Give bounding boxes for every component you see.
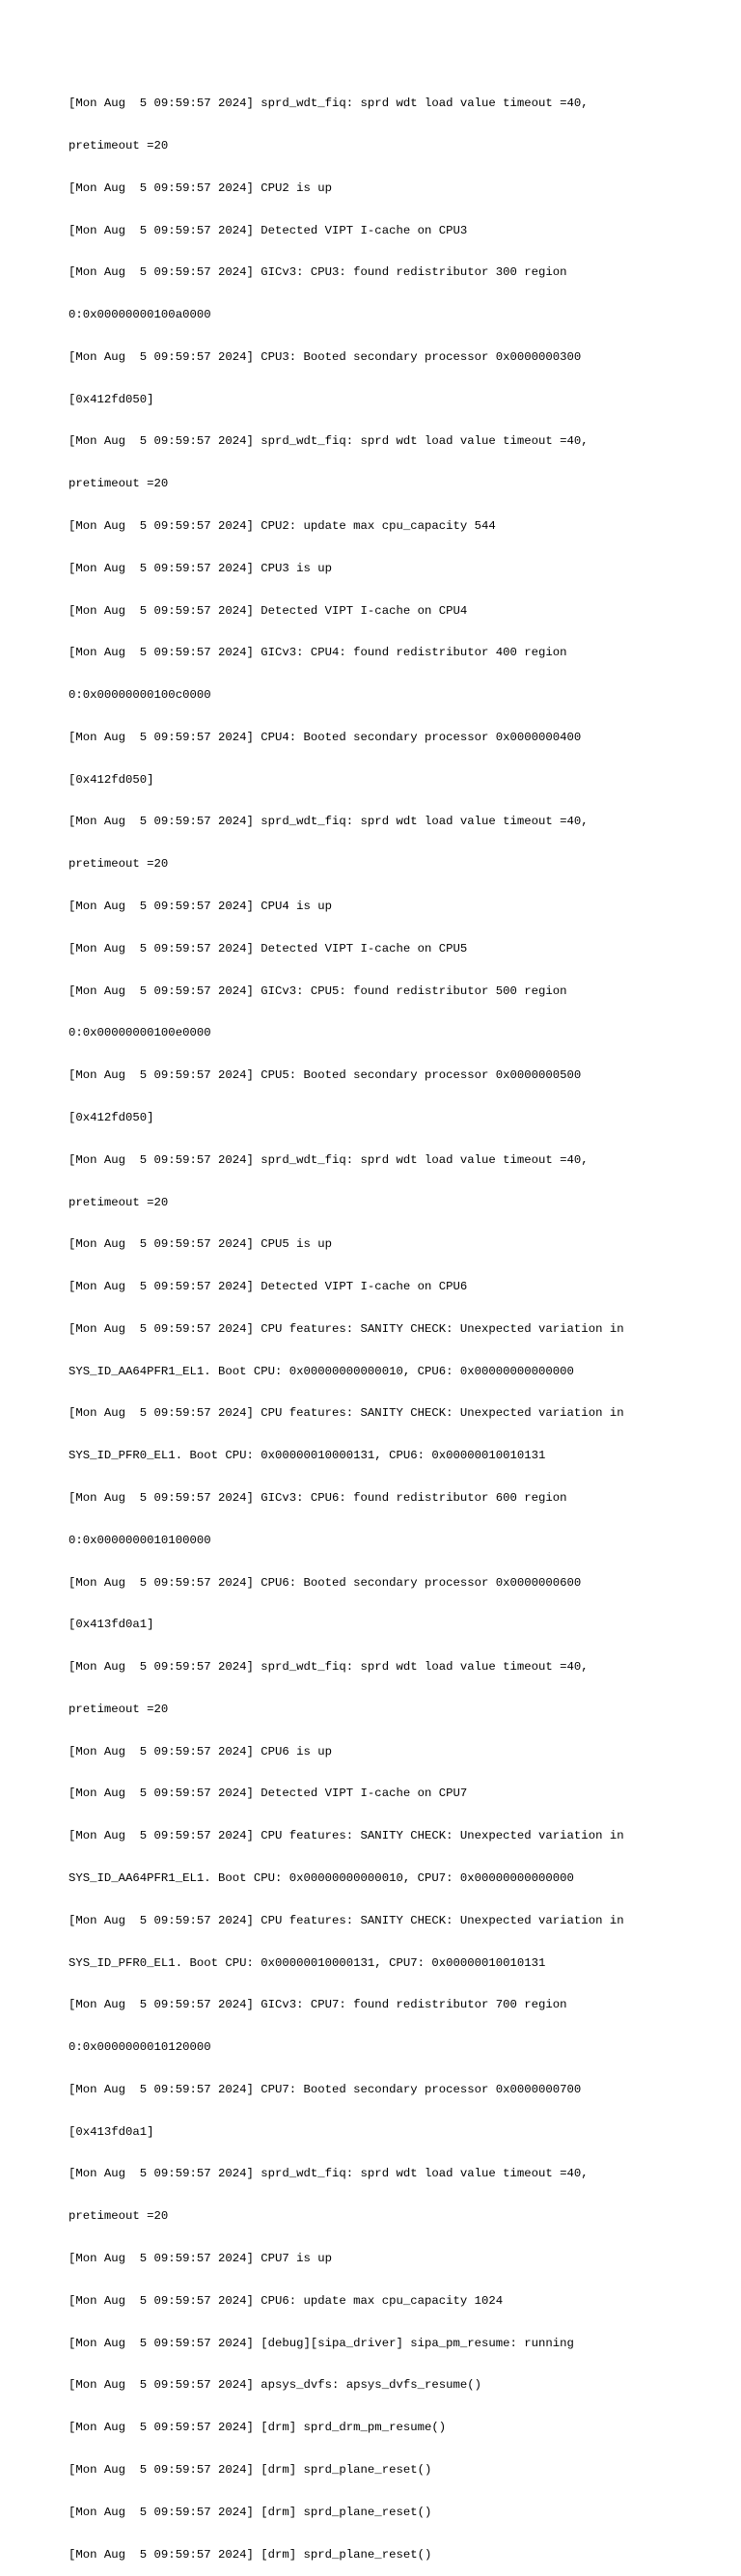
log-line: [Mon Aug 5 09:59:57 2024] Detected VIPT I-cache on CPU5 bbox=[69, 941, 468, 956]
log-line: 0:0x0000000010100000 bbox=[69, 1533, 211, 1547]
log-line: [Mon Aug 5 09:59:57 2024] GICv3: CPU3: found redistributor 300 region bbox=[69, 265, 567, 280]
log-line: pretimeout =20 bbox=[69, 2209, 169, 2224]
log-line: SYS_ID_AA64PFR1_EL1. Boot CPU: 0x00000000000010, CPU7: 0x00000000000000 bbox=[69, 1871, 574, 1885]
log-line: pretimeout =20 bbox=[69, 857, 169, 872]
log-line: [Mon Aug 5 09:59:57 2024] sprd_wdt_fiq: sprd wdt load value timeout =40, bbox=[69, 2167, 589, 2181]
log-line: 0:0x00000000100e0000 bbox=[69, 1026, 211, 1040]
log-line: 0:0x0000000010120000 bbox=[69, 2040, 211, 2055]
log-line: [Mon Aug 5 09:59:57 2024] CPU features: SANITY CHECK: Unexpected variation in bbox=[69, 1913, 624, 1927]
log-line: [Mon Aug 5 09:59:57 2024] sprd_wdt_fiq: sprd wdt load value timeout =40, bbox=[69, 97, 589, 111]
log-line: [0x413fd0a1] bbox=[69, 1618, 154, 1632]
log-line: [Mon Aug 5 09:59:57 2024] apsys_dvfs: apsys_dvfs_resume() bbox=[69, 2378, 482, 2393]
log-line: pretimeout =20 bbox=[69, 1702, 169, 1716]
log-line: pretimeout =20 bbox=[69, 477, 169, 491]
log-line: SYS_ID_PFR0_EL1. Boot CPU: 0x00000010000131, CPU7: 0x00000010010131 bbox=[69, 1955, 546, 1970]
log-line: [Mon Aug 5 09:59:57 2024] [debug][sipa_driver] sipa_pm_resume: running bbox=[69, 2336, 574, 2350]
log-line: [Mon Aug 5 09:59:57 2024] CPU4: Booted secondary processor 0x0000000400 bbox=[69, 730, 582, 744]
log-line: [Mon Aug 5 09:59:57 2024] CPU6: Booted secondary processor 0x0000000600 bbox=[69, 1575, 582, 1590]
log-line: [Mon Aug 5 09:59:57 2024] [drm] sprd_drm_pm_resume() bbox=[69, 2421, 447, 2435]
log-line: [Mon Aug 5 09:59:57 2024] sprd_wdt_fiq: sprd wdt load value timeout =40, bbox=[69, 1660, 589, 1675]
log-line: [Mon Aug 5 09:59:57 2024] CPU features: SANITY CHECK: Unexpected variation in bbox=[69, 1406, 624, 1421]
log-line: [Mon Aug 5 09:59:57 2024] Detected VIPT I-cache on CPU3 bbox=[69, 223, 468, 237]
log-line: [0x412fd050] bbox=[69, 392, 154, 406]
log-line: [Mon Aug 5 09:59:57 2024] CPU4 is up bbox=[69, 900, 333, 914]
log-line: 0:0x00000000100c0000 bbox=[69, 688, 211, 703]
log-line: [Mon Aug 5 09:59:57 2024] GICv3: CPU5: found redistributor 500 region bbox=[69, 983, 567, 998]
log-line: [Mon Aug 5 09:59:57 2024] sprd_wdt_fiq: sprd wdt load value timeout =40, bbox=[69, 815, 589, 829]
log-line: [Mon Aug 5 09:59:57 2024] CPU7: Booted secondary processor 0x0000000700 bbox=[69, 2082, 582, 2096]
log-line: SYS_ID_PFR0_EL1. Boot CPU: 0x00000010000131, CPU6: 0x00000010010131 bbox=[69, 1449, 546, 1463]
log-line: [Mon Aug 5 09:59:57 2024] sprd_wdt_fiq: sprd wdt load value timeout =40, bbox=[69, 434, 589, 449]
log-line: [Mon Aug 5 09:59:57 2024] [drm] sprd_plane_reset() bbox=[69, 2505, 432, 2519]
log-line: [Mon Aug 5 09:59:57 2024] CPU5: Booted secondary processor 0x0000000500 bbox=[69, 1068, 582, 1083]
log-line: [Mon Aug 5 09:59:57 2024] CPU features: SANITY CHECK: Unexpected variation in bbox=[69, 1829, 624, 1843]
log-line: [Mon Aug 5 09:59:57 2024] CPU features: SANITY CHECK: Unexpected variation in bbox=[69, 1321, 624, 1336]
log-line: [Mon Aug 5 09:59:57 2024] Detected VIPT I-cache on CPU7 bbox=[69, 1787, 468, 1801]
log-line: [Mon Aug 5 09:59:57 2024] CPU7 is up bbox=[69, 2252, 333, 2266]
log-line: 0:0x00000000100a0000 bbox=[69, 308, 211, 322]
log-line: [0x412fd050] bbox=[69, 1110, 154, 1124]
log-line: [Mon Aug 5 09:59:57 2024] GICv3: CPU6: found redistributor 600 region bbox=[69, 1490, 567, 1505]
log-line: pretimeout =20 bbox=[69, 1195, 169, 1209]
log-line: [Mon Aug 5 09:59:57 2024] Detected VIPT I-cache on CPU4 bbox=[69, 603, 468, 618]
log-line: [Mon Aug 5 09:59:57 2024] [drm] sprd_plane_reset() bbox=[69, 2547, 432, 2562]
log-line: [Mon Aug 5 09:59:57 2024] CPU3 is up bbox=[69, 561, 333, 575]
log-line: pretimeout =20 bbox=[69, 138, 169, 152]
log-line: [Mon Aug 5 09:59:57 2024] CPU6 is up bbox=[69, 1744, 333, 1759]
log-line: [0x412fd050] bbox=[69, 772, 154, 787]
log-line: [Mon Aug 5 09:59:57 2024] GICv3: CPU7: found redistributor 700 region bbox=[69, 1998, 567, 2012]
log-line: [0x413fd0a1] bbox=[69, 2124, 154, 2139]
log-line: [Mon Aug 5 09:59:57 2024] [drm] sprd_plane_reset() bbox=[69, 2462, 432, 2477]
log-line: [Mon Aug 5 09:59:57 2024] CPU6: update max cpu_capacity 1024 bbox=[69, 2293, 504, 2308]
log-line: [Mon Aug 5 09:59:57 2024] GICv3: CPU4: found redistributor 400 region bbox=[69, 646, 567, 660]
log-line: [Mon Aug 5 09:59:57 2024] sprd_wdt_fiq: sprd wdt load value timeout =40, bbox=[69, 1152, 589, 1167]
log-line: [Mon Aug 5 09:59:57 2024] CPU2: update max cpu_capacity 544 bbox=[69, 519, 496, 533]
log-line: [Mon Aug 5 09:59:57 2024] CPU3: Booted secondary processor 0x0000000300 bbox=[69, 349, 582, 364]
kernel-log-text bbox=[69, 69, 705, 2576]
log-line: SYS_ID_AA64PFR1_EL1. Boot CPU: 0x00000000000010, CPU6: 0x00000000000000 bbox=[69, 1364, 574, 1378]
log-line: [Mon Aug 5 09:59:57 2024] CPU5 is up bbox=[69, 1237, 333, 1252]
log-line: [Mon Aug 5 09:59:57 2024] CPU2 is up bbox=[69, 180, 333, 195]
log-line: [Mon Aug 5 09:59:57 2024] Detected VIPT I-cache on CPU6 bbox=[69, 1280, 468, 1294]
